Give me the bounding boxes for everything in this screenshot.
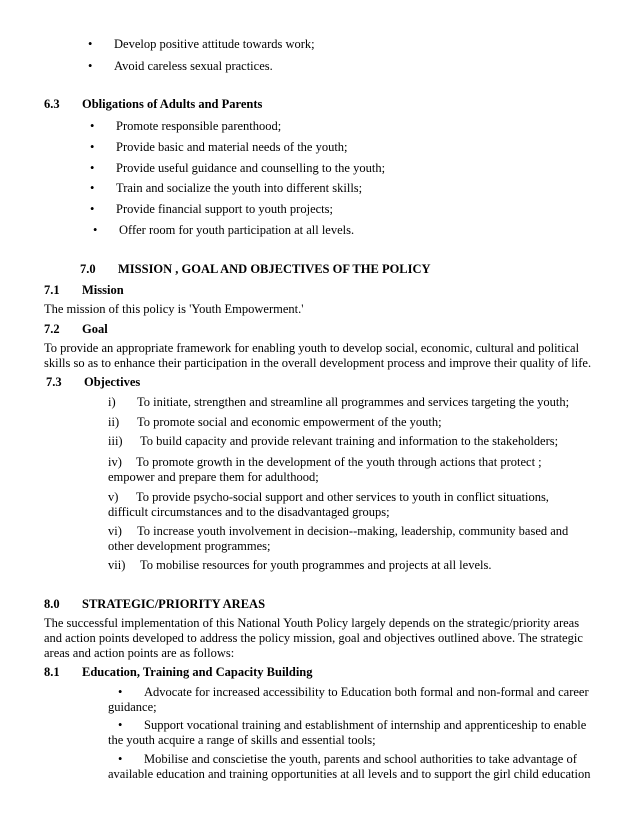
section-heading: Mission — [82, 283, 124, 297]
list-item: Mobilise and conscietise the youth, parents and school authorities to take advantage of — [144, 752, 577, 766]
objective-number: iii) — [108, 434, 123, 448]
list-item: • Provide useful guidance and counselling to the youth; — [116, 161, 385, 176]
bullet-marker: • — [118, 685, 123, 699]
objective-text: To increase youth involvement in decision--making, leadership, community based and — [137, 524, 569, 538]
objective-number: i) — [108, 395, 116, 409]
section-heading: STRATEGIC/PRIORITY AREAS — [82, 597, 266, 611]
objective-number: v) — [108, 490, 119, 504]
list-item: • Avoid careless sexual practices. — [114, 59, 273, 74]
objective-text: To mobilise resources for youth programmes and projects at all levels. — [140, 558, 492, 572]
objective-text: To provide psycho-social support and other services to youth in conflict situations, — [136, 490, 549, 504]
section-number: 8.0 — [44, 597, 60, 611]
objective-number: ii) — [108, 415, 120, 429]
list-item: • Train and socialize the youth into different skills; — [116, 181, 362, 196]
objective-text: empower and prepare them for adulthood; — [108, 470, 319, 484]
list-item-continuation: available education and training opportunities at all levels and to support the girl child education — [108, 767, 591, 781]
list-item: Support vocational training and establishment of internship and apprenticeship to enable — [144, 718, 587, 732]
section-heading: Obligations of Adults and Parents — [82, 97, 263, 111]
section-heading: Objectives — [84, 375, 141, 389]
objective-text: To initiate, strengthen and streamline all programmes and services targeting the youth; — [137, 395, 570, 409]
objective-number: iv) — [108, 455, 122, 469]
objective-number: vii) — [108, 558, 126, 572]
paragraph: The mission of this policy is 'Youth Empowerment.' — [44, 302, 304, 316]
list-item-continuation: guidance; — [108, 700, 157, 714]
list-item: • Provide financial support to youth projects; — [116, 202, 333, 217]
objective-text: difficult circumstances and to the disadvantaged groups; — [108, 505, 390, 519]
section-number: 8.1 — [44, 665, 60, 679]
section-heading: Education, Training and Capacity Building — [82, 665, 313, 679]
objective-number: vi) — [108, 524, 122, 538]
paragraph-line: areas and action points are as follows: — [44, 646, 235, 660]
list-item: • Promote responsible parenthood; — [116, 119, 281, 134]
bullet-marker: • — [118, 752, 123, 766]
section-heading: MISSION , GOAL AND OBJECTIVES OF THE POLICY — [118, 262, 431, 276]
list-item: • Offer room for youth participation at all levels. — [119, 223, 354, 238]
paragraph-line: To provide an appropriate framework for enabling youth to develop social, economic, cultural and political — [44, 341, 580, 355]
bullet-marker: • — [118, 718, 123, 732]
paragraph-line: and action points developed to address the policy mission, goal and objectives outlined above. The strategic — [44, 631, 583, 645]
objective-text: To build capacity and provide relevant training and information to the stakeholders; — [140, 434, 559, 448]
list-item: • Develop positive attitude towards work; — [114, 37, 315, 52]
objective-text: To promote growth in the development of the youth through actions that protect ; — [136, 455, 542, 469]
section-number: 7.2 — [44, 322, 60, 336]
objective-text: To promote social and economic empowerment of the youth; — [137, 415, 442, 429]
list-item: Advocate for increased accessibility to Education both formal and non-formal and career — [144, 685, 589, 699]
section-heading: Goal — [82, 322, 108, 336]
section-number: 7.0 — [80, 262, 96, 276]
section-number: 7.3 — [46, 375, 62, 389]
section-number: 7.1 — [44, 283, 60, 297]
objective-text: other development programmes; — [108, 539, 271, 553]
list-item: • Provide basic and material needs of the youth; — [116, 140, 348, 155]
list-item-continuation: the youth acquire a range of skills and essential tools; — [108, 733, 376, 747]
section-number: 6.3 — [44, 97, 60, 111]
paragraph-line: The successful implementation of this National Youth Policy largely depends on the strategic/priority areas — [44, 616, 580, 630]
paragraph-line: skills so as to enhance their participation in the overall development process and improve their quality of life. — [44, 356, 592, 370]
